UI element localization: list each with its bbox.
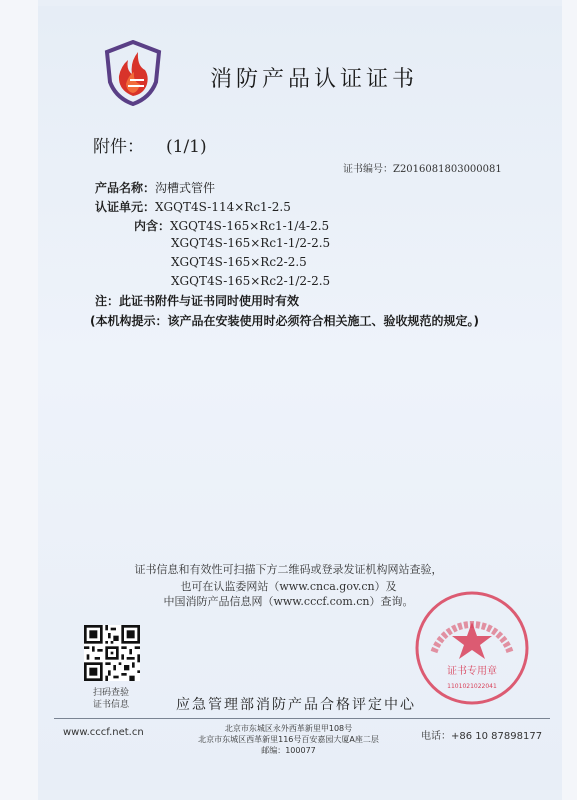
footer-postcode: 邮编：100077 [261,746,316,755]
qr-caption: 证书信息 [93,700,130,710]
attachment-page: (1/1) [166,137,207,157]
validity-note: 注：此证书附件与证书同时使用时有效 [95,294,300,308]
issuing-organization: 应急管理部消防产品合格评定中心 [176,697,416,713]
product-name-label: 产品名称： [95,181,156,195]
seal-code: 1101021022041 [447,683,497,690]
fire-shield-logo-icon [104,40,162,106]
cert-unit-value: XGQT4S-114×Rc1-2.5 [155,200,291,214]
qr-code-icon[interactable] [84,625,140,681]
cert-unit-label: 认证单元： [95,200,156,214]
footer-website[interactable]: www.cccf.net.cn [63,727,144,738]
official-seal-icon [412,588,532,708]
attachment-label: 附件： [93,137,144,157]
model-item: XGQT4S-165×Rc1-1/2-2.5 [171,236,331,250]
model-item: XGQT4S-165×Rc2-2.5 [171,255,307,269]
certificate-number: 证书编号：Z2016081803000081 [343,164,502,175]
footer-phone: 电话：+86 10 87898177 [421,731,543,742]
contains-row [134,217,329,234]
footer-address: 北京市东城区永外西革新里甲108号 [224,724,353,733]
contains-label: 内含： [134,219,171,233]
seal-text: 证书专用章 [447,666,497,677]
product-name-value: 沟槽式管件 [155,181,216,195]
footer-divider [54,718,550,719]
qr-caption: 扫码查验 [93,688,130,698]
verify-text-line: 也可在认监委网站（www.cnca.gov.cn）及 [180,580,397,593]
model-item: XGQT4S-165×Rc1-1/4-2.5 [170,219,330,233]
cert-unit-row [95,198,291,215]
scan-margin-right [562,0,577,800]
model-item: XGQT4S-165×Rc2-1/2-2.5 [171,274,331,288]
product-name-row [95,179,215,196]
scan-margin-left [0,0,38,800]
verify-text-line: 证书信息和有效性可扫描下方二维码或登录发证机构网站查验， [134,563,443,576]
footer-address: 北京市东城区西革新里116号百安嘉园大厦A座二层 [198,735,379,744]
agency-reminder: (本机构提示：该产品在安装使用时必须符合相关施工、验收规范的规定。) [90,314,479,328]
page-title: 消防产品认证证书 [210,67,419,92]
verify-text-line: 中国消防产品信息网（www.cccf.com.cn）查询。 [163,595,414,608]
attachment-heading [93,132,207,157]
